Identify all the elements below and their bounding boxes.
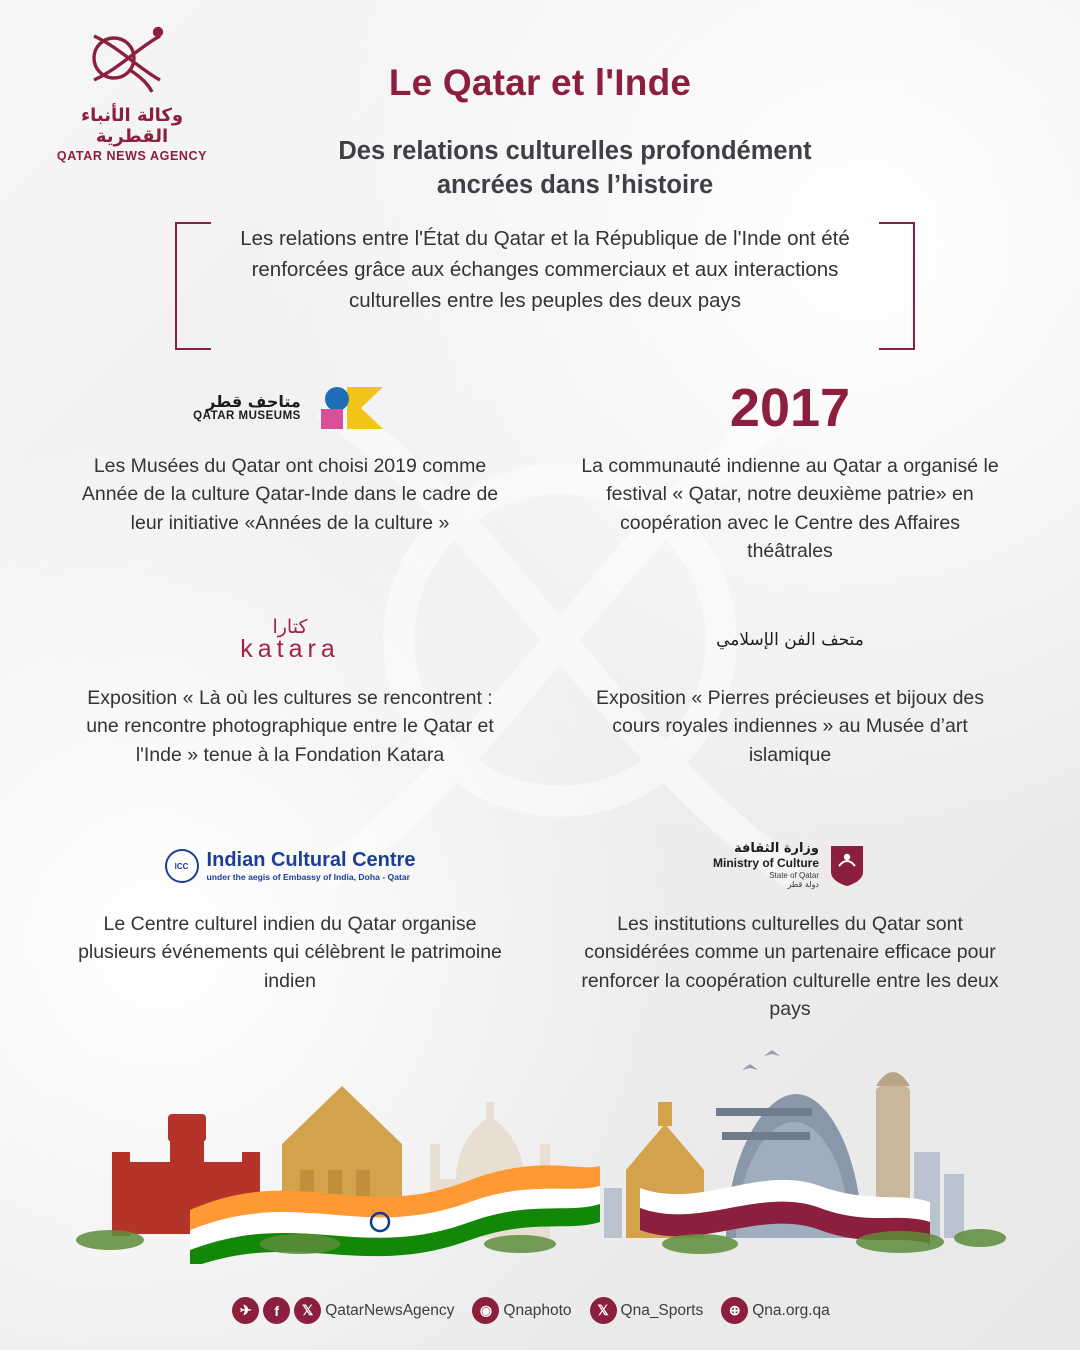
moc-logo-text <box>713 842 819 889</box>
moc-logo-english: Ministry of Culture <box>712 856 819 871</box>
subtitle-line-2: ancrées dans l’histoire <box>436 171 714 200</box>
icc-logo-title: Indian Cultural Centre <box>206 849 416 871</box>
qatar-emblem-icon <box>827 844 867 888</box>
handle-qnaphoto[interactable]: Qnaphoto <box>503 1301 572 1319</box>
qatar-museums-mark-icon <box>311 383 387 433</box>
skyline-illustration <box>0 974 1080 1264</box>
social-group-sports <box>590 1297 722 1324</box>
katara-logo <box>240 616 339 664</box>
year-label: 2017 <box>729 378 851 438</box>
items-row-1 <box>40 372 1040 604</box>
item-text: Les Musées du Qatar ont choisi 2019 comme Année de la culture Qatar-Inde dans le cadre de leur initiative «Années de la culture » <box>81 455 499 534</box>
telegram-icon[interactable]: ✈ <box>232 1297 259 1324</box>
logo-slot <box>576 604 1004 676</box>
logo-slot <box>76 372 504 444</box>
moc-logo-arabic: وزارة الثقافة <box>734 841 819 857</box>
item-museum-islamic-art <box>540 604 1040 830</box>
facebook-icon[interactable]: f <box>263 1297 290 1324</box>
handle-qatarnewsagency[interactable]: QatarNewsAgency <box>325 1301 455 1319</box>
items-row-3 <box>40 830 1040 1020</box>
ministry-of-culture-logo <box>713 842 867 889</box>
mia-logo-arabic: متحف الفن الإسلامي <box>716 630 864 650</box>
logo-slot <box>76 604 504 676</box>
x-twitter-icon-sports[interactable]: 𝕏 <box>590 1297 617 1324</box>
logo-slot <box>576 830 1004 902</box>
icc-logo <box>165 849 416 883</box>
social-group-main <box>232 1297 472 1324</box>
qna-logo-arabic: وكالة الأنباء القطرية <box>80 105 184 147</box>
footer-social-bar <box>0 1297 1080 1324</box>
qatar-museums-logo <box>193 383 387 433</box>
item-ministry-of-culture <box>540 830 1040 1020</box>
quote-bracket-box <box>175 222 915 350</box>
items-grid <box>40 372 1040 1020</box>
globe-icon[interactable]: ⊕ <box>721 1297 748 1324</box>
social-group-website <box>721 1297 848 1324</box>
icc-seal-icon: ICC <box>165 849 199 883</box>
page-title: Le Qatar et l'Inde <box>388 62 692 103</box>
page-subtitle <box>180 134 970 203</box>
moc-logo-arabic-sub: دولة قطر <box>787 880 819 890</box>
qatar-museums-logo-arabic: متاحف قطر <box>206 391 301 411</box>
handle-qna-sports[interactable]: Qna_Sports <box>620 1301 704 1319</box>
social-group-photo <box>472 1297 589 1324</box>
item-qatar-museums <box>40 372 540 604</box>
item-text: La communauté indienne au Qatar a organisé le festival « Qatar, notre deuxième patrie» en coopération avec le Centre des Affaires théâtrales <box>581 455 999 562</box>
item-katara <box>40 604 540 830</box>
logo-slot <box>576 372 1004 444</box>
website-url[interactable]: Qna.org.qa <box>752 1301 830 1319</box>
icc-logo-subtitle: under the aegis of Embassy of India, Doha - Qatar <box>206 872 410 882</box>
qatar-museums-logo-text <box>193 391 301 423</box>
icc-logo-text <box>207 850 416 882</box>
items-row-2 <box>40 604 1040 830</box>
qatar-museums-logo-english: QATAR MUSEUMS <box>193 410 301 423</box>
logo-slot <box>76 830 504 902</box>
qna-logo-english: QATAR NEWS AGENCY <box>56 149 208 163</box>
katara-logo-english: katara <box>240 635 340 663</box>
katara-logo-arabic: كتارا <box>272 616 308 638</box>
x-twitter-icon[interactable]: 𝕏 <box>294 1297 321 1324</box>
subtitle-line-1: Des relations culturelles profondément <box>338 137 812 165</box>
quote-text: Les relations entre l'État du Qatar et la République de l'Inde ont été renforcées grâce aux échanges commerciaux et aux interactions culturelles entre les peuples des deux pays <box>240 227 850 312</box>
item-year-2017 <box>540 372 1040 604</box>
item-text: Exposition « Pierres précieuses et bijoux des cours royales indiennes » au Musée d’art islamique <box>595 687 985 766</box>
item-text: Les institutions culturelles du Qatar sont considérées comme un partenaire efficace pour renforcer la coopération culturelle entre les deux pays <box>581 913 999 1020</box>
moc-logo-subtitle: State of Qatar <box>769 871 819 881</box>
item-text: Exposition « Là où les cultures se rencontrent : une rencontre photographique entre le Qatar et l'Inde » tenue à la Fondation Katara <box>86 687 494 766</box>
qatar-monuments <box>604 1072 964 1244</box>
instagram-icon[interactable]: ◉ <box>472 1297 499 1324</box>
birds-icon <box>742 1050 780 1070</box>
item-indian-cultural-centre <box>40 830 540 990</box>
item-text: Le Centre culturel indien du Qatar organise plusieurs événements qui célèbrent le patrimoine indien <box>78 913 502 992</box>
